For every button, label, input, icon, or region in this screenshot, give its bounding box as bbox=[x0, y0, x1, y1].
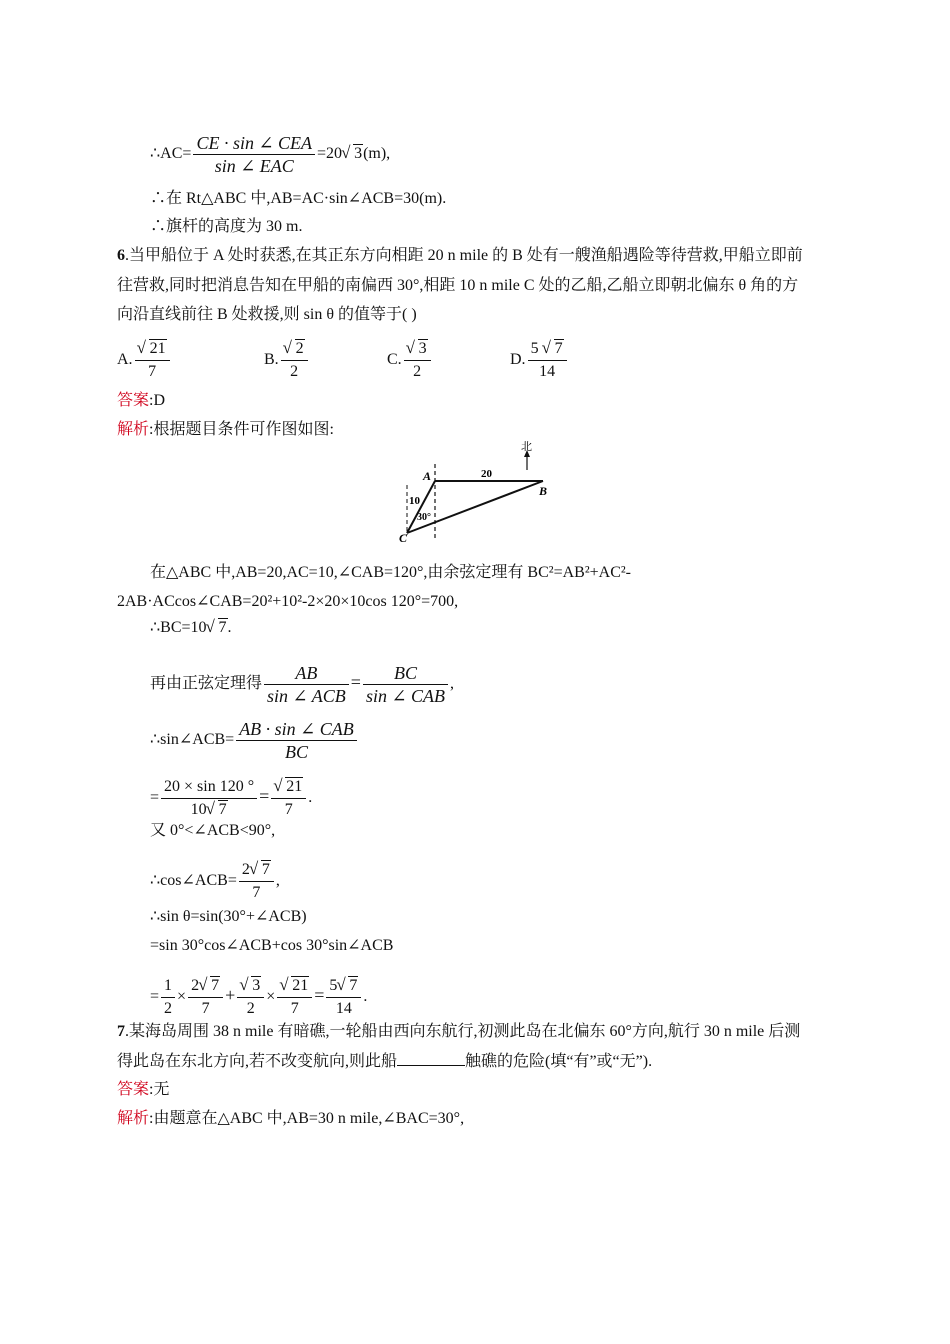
denominator: 14 bbox=[335, 1000, 352, 1017]
radicand: 3 bbox=[418, 340, 427, 357]
bc-result bbox=[150, 618, 232, 638]
denominator: 2 bbox=[246, 1000, 255, 1017]
radicand: 7 bbox=[211, 977, 220, 994]
ac-numerator: CE · sin ∠ CEA bbox=[193, 132, 315, 155]
analysis-intro: :根据题目条件可作图如图: bbox=[149, 421, 334, 438]
answer-value: :无 bbox=[149, 1081, 170, 1098]
ac-lhs: ∴AC= bbox=[150, 145, 192, 163]
coefficient: 2 bbox=[191, 977, 200, 994]
fraction bbox=[161, 975, 175, 1020]
denominator: sin ∠ ACB bbox=[267, 686, 346, 706]
ac-length-label: 10 bbox=[409, 495, 420, 507]
sqrt bbox=[240, 975, 261, 997]
radicand: 7 bbox=[218, 801, 227, 818]
tail: , bbox=[275, 872, 280, 890]
denominator: sin ∠ CAB bbox=[365, 686, 446, 706]
sqrt bbox=[284, 338, 305, 360]
equals: = bbox=[314, 985, 325, 1006]
q6-line1 bbox=[117, 246, 803, 266]
times: × bbox=[266, 988, 276, 1006]
denominator: 7 bbox=[252, 884, 261, 901]
north-label: 北 bbox=[521, 440, 532, 453]
q6-line2: 往营救,同时把消息告知在甲船的南偏西 30°,相距 10 n mile C 处的乙船,乙船立即朝北偏东 θ 角的方 bbox=[117, 277, 799, 294]
radicand: 7 bbox=[349, 977, 358, 994]
option-fraction bbox=[135, 338, 170, 383]
ac-unit: (m), bbox=[363, 145, 391, 163]
option-letter: B. bbox=[264, 351, 279, 369]
q6-line3: 向沿直线前往 B 处救援,则 sin θ 的值等于( ) bbox=[117, 306, 417, 323]
fraction bbox=[264, 662, 349, 707]
sin-acb-line bbox=[150, 718, 359, 763]
analysis-text: :由题意在△ABC 中,AB=30 n mile,∠BAC=30°, bbox=[149, 1110, 465, 1127]
fraction bbox=[188, 975, 223, 1020]
ac-denominator: sin ∠ EAC bbox=[214, 156, 294, 176]
fraction bbox=[326, 975, 361, 1020]
numerator: BC bbox=[363, 662, 448, 685]
cos-acb-line bbox=[150, 859, 280, 904]
ac-equation bbox=[150, 132, 390, 177]
answer-blank[interactable] bbox=[397, 1051, 465, 1066]
option-fraction bbox=[528, 338, 567, 383]
answer-label: 答案 bbox=[117, 1081, 150, 1098]
option-fraction bbox=[281, 338, 308, 383]
denominator: 2 bbox=[413, 363, 422, 380]
denominator: 2 bbox=[164, 1000, 173, 1017]
fraction bbox=[363, 662, 448, 707]
sqrt bbox=[337, 975, 358, 997]
sqrt bbox=[207, 618, 228, 638]
ac-fraction bbox=[193, 132, 315, 177]
tail: . bbox=[363, 988, 368, 1006]
point-c-label: C bbox=[399, 531, 408, 545]
coefficient: 2 bbox=[241, 861, 250, 878]
denominator: 7 bbox=[284, 801, 293, 818]
equals: = bbox=[350, 672, 361, 693]
coefficient: 5 bbox=[530, 340, 539, 357]
q7-number: 7 bbox=[117, 1023, 125, 1040]
cosine-rule-line2: 2AB·ACcos∠CAB=20²+10²-2×20×10cos 120°=700, bbox=[117, 593, 459, 610]
answer-label: 答案 bbox=[117, 392, 150, 409]
radicand: 3 bbox=[354, 145, 363, 163]
radicand: 7 bbox=[554, 340, 563, 357]
q6-analysis bbox=[117, 420, 334, 440]
ab-length-label: 20 bbox=[481, 468, 492, 480]
acb-range: 又 0°<∠ACB<90°, bbox=[150, 822, 276, 839]
q6-number: 6 bbox=[117, 247, 125, 264]
analysis-label: 解析 bbox=[117, 1110, 150, 1127]
denominator: BC bbox=[284, 742, 308, 762]
option-d[interactable] bbox=[510, 338, 569, 383]
expansion-line: =sin 30°cos∠ACB+cos 30°sin∠ACB bbox=[150, 937, 394, 954]
point-b-label: B bbox=[539, 484, 548, 498]
sine-rule-line bbox=[150, 662, 454, 707]
radicand: 7 bbox=[218, 619, 227, 636]
q6-answer bbox=[117, 391, 165, 411]
denominator: 7 bbox=[201, 1000, 210, 1017]
radicand: 7 bbox=[261, 861, 270, 878]
sqrt bbox=[274, 776, 303, 798]
sqrt bbox=[138, 338, 167, 360]
radicand: 3 bbox=[252, 977, 261, 994]
option-fraction bbox=[404, 338, 431, 383]
lead: = bbox=[150, 789, 160, 807]
triangle-figure bbox=[395, 440, 565, 548]
lead: ∴sin∠ACB= bbox=[150, 731, 235, 749]
point-a-label: A bbox=[423, 469, 432, 483]
q7-answer bbox=[117, 1080, 169, 1100]
ac-rhs: =20 bbox=[317, 145, 343, 163]
denominator: 7 bbox=[148, 363, 157, 380]
q7-analysis bbox=[117, 1109, 464, 1129]
analysis-label: 解析 bbox=[117, 421, 150, 438]
q7-line1 bbox=[117, 1022, 800, 1042]
answer-value: :D bbox=[149, 392, 166, 409]
tail: . bbox=[308, 789, 313, 807]
sqrt bbox=[280, 975, 309, 997]
option-letter: D. bbox=[510, 351, 526, 369]
coefficient: 10 bbox=[190, 801, 207, 818]
times: × bbox=[177, 988, 187, 1006]
final-computation bbox=[150, 975, 367, 1020]
sin-acb-value bbox=[150, 776, 312, 821]
sqrt bbox=[250, 859, 271, 881]
sqrt-3 bbox=[342, 144, 363, 164]
bc-tail: . bbox=[227, 619, 232, 636]
sine-rule-lead: 再由正弦定理得 bbox=[150, 675, 263, 693]
numerator: AB · sin ∠ CAB bbox=[236, 718, 357, 741]
q7-text1: .某海岛周围 38 n mile 有暗礁,一轮船由西向东航行,初测此岛在北偏东 60°方向,航行 30 n mile 后测 bbox=[125, 1023, 801, 1040]
option-letter: C. bbox=[387, 351, 402, 369]
option-a[interactable] bbox=[117, 338, 172, 383]
denominator: 7 bbox=[290, 1000, 299, 1017]
sqrt bbox=[543, 338, 564, 360]
q7-text2b: 触礁的危险(填“有”或“无”). bbox=[465, 1053, 653, 1070]
coefficient: 5 bbox=[329, 977, 338, 994]
plus: + bbox=[225, 985, 236, 1006]
radicand: 21 bbox=[286, 778, 303, 795]
fraction bbox=[237, 975, 264, 1020]
ab-line: ∴在 Rt△ABC 中,AB=AC·sin∠ACB=30(m). bbox=[150, 190, 447, 207]
radicand: 21 bbox=[149, 340, 166, 357]
q6-text1: .当甲船位于 A 处时获悉,在其正东方向相距 20 n mile 的 B 处有一艘渔船遇险等待营救,甲船立即前 bbox=[125, 247, 803, 264]
cosine-rule-line1: 在△ABC 中,AB=20,AC=10,∠CAB=120°,由余弦定理有 BC²=AB²+AC²- bbox=[150, 564, 631, 581]
fraction bbox=[161, 776, 257, 821]
lead: = bbox=[150, 988, 160, 1006]
lead: ∴cos∠ACB= bbox=[150, 872, 237, 890]
sqrt bbox=[407, 338, 428, 360]
option-letter: A. bbox=[117, 351, 133, 369]
radicand: 2 bbox=[295, 340, 304, 357]
option-b[interactable] bbox=[264, 338, 310, 383]
sqrt bbox=[199, 975, 220, 997]
segment-cb bbox=[407, 481, 543, 533]
q7-text2a: 得此岛在东北方向,若不改变航向,则此船 bbox=[117, 1053, 398, 1070]
tail: , bbox=[450, 675, 455, 693]
option-c[interactable] bbox=[387, 338, 433, 383]
equals: = bbox=[259, 786, 270, 807]
segment-ac bbox=[407, 481, 435, 533]
fraction bbox=[239, 859, 274, 904]
radicand: 21 bbox=[292, 977, 309, 994]
fraction bbox=[271, 776, 306, 821]
numerator: 20 × sin 120 ° bbox=[161, 776, 257, 799]
numerator: 1 bbox=[161, 975, 175, 998]
fraction bbox=[277, 975, 312, 1020]
angle-label: 30° bbox=[417, 512, 431, 523]
bc-lead: ∴BC=10 bbox=[150, 619, 207, 636]
numerator: AB bbox=[264, 662, 349, 685]
q7-line2 bbox=[117, 1051, 652, 1072]
denominator: 14 bbox=[539, 363, 556, 380]
sin-theta-line: ∴sin θ=sin(30°+∠ACB) bbox=[150, 908, 307, 925]
flagpole-height: ∴旗杆的高度为 30 m. bbox=[150, 218, 303, 235]
sqrt bbox=[207, 799, 228, 821]
fraction bbox=[236, 718, 357, 763]
denominator: 2 bbox=[290, 363, 299, 380]
